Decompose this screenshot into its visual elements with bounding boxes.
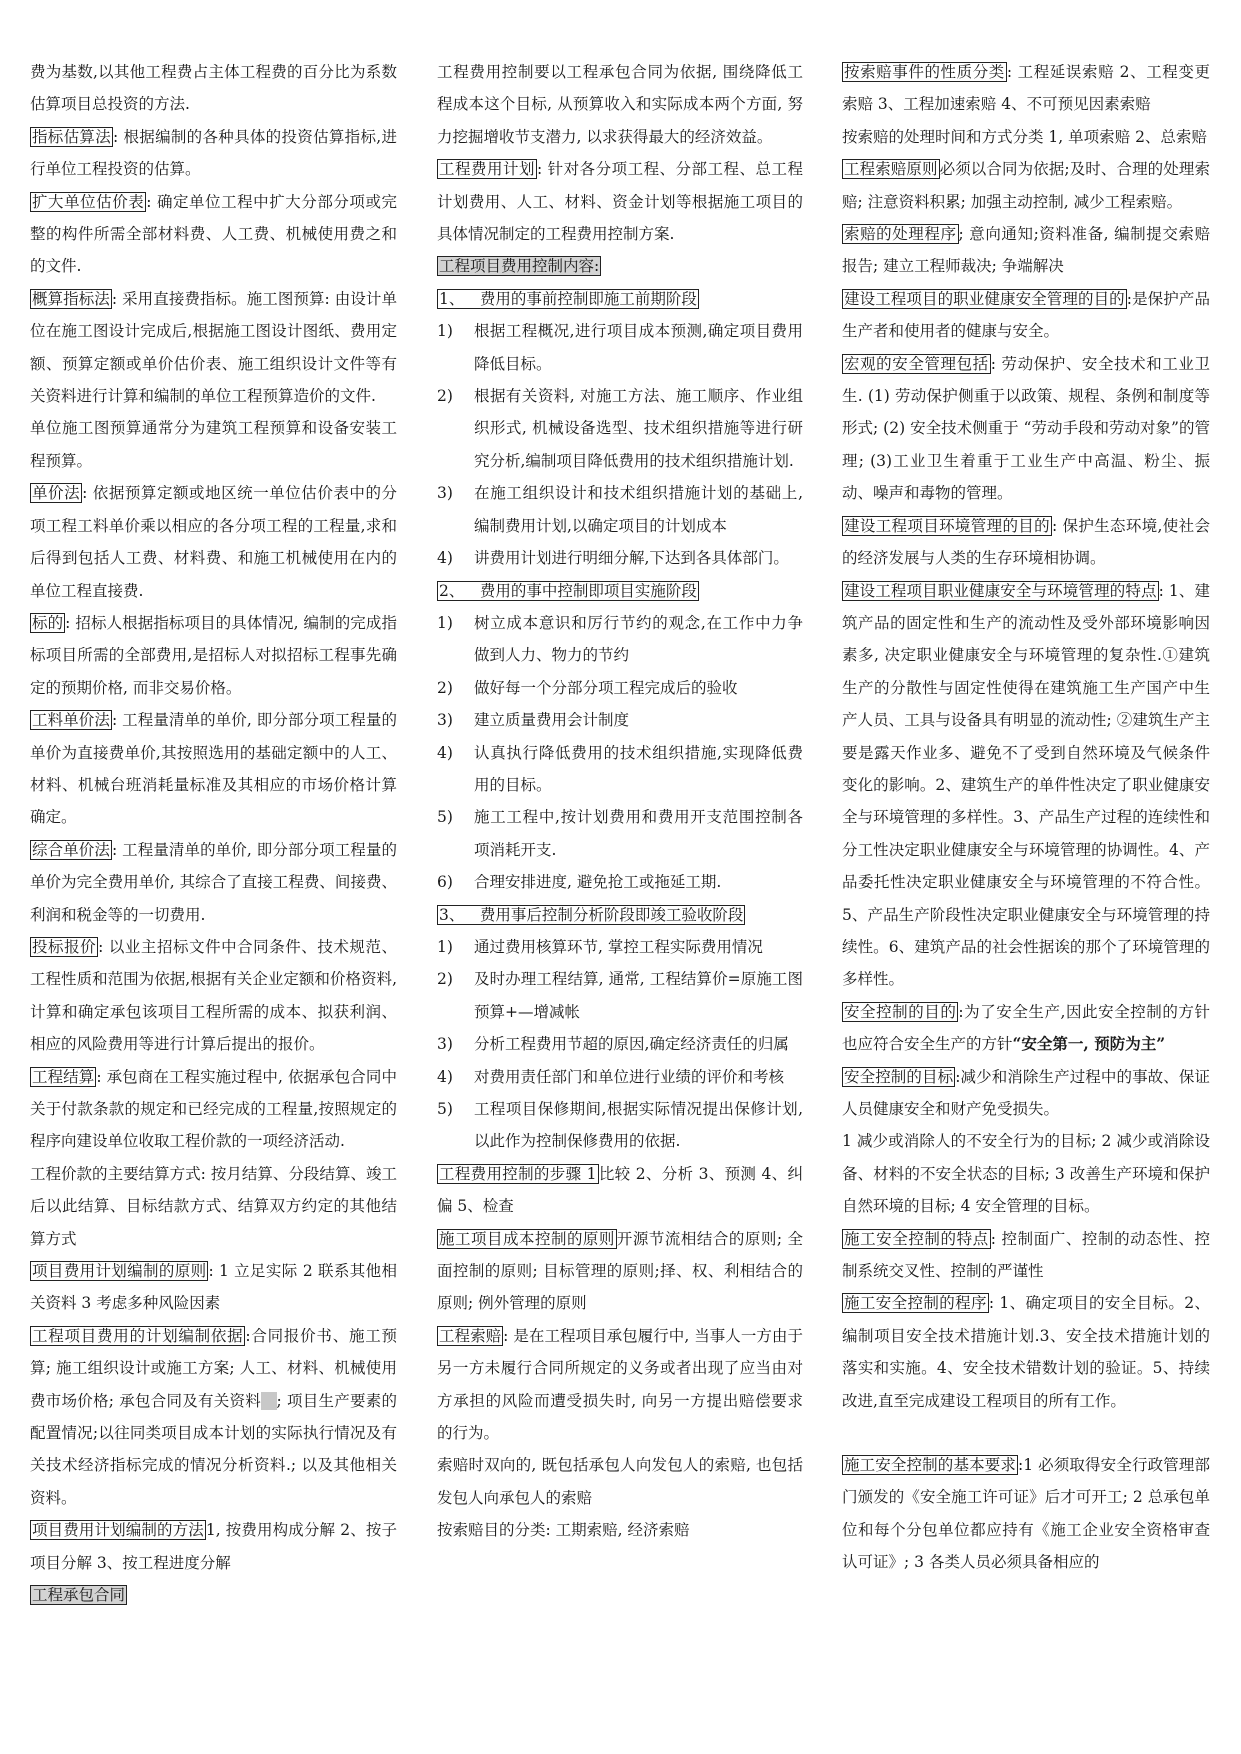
section-heading <box>437 283 803 315</box>
paragraph-text: : 控制面广、控制的动态性、控制系统交叉性、控制的严谨性 <box>842 1229 1210 1281</box>
paragraph <box>30 834 397 931</box>
paragraph-text: ; 项目生产要素的配置情况;以往同类项目成本计划的实际执行情况及有关技术经济指标完成的情况分析资料.; 以及其他相关资料。 <box>30 1391 397 1507</box>
paragraph-text: : 确定单位工程中扩大分部分项或完整的构件所需全部材料费、人工费、机械使用费之和的文件. <box>30 192 397 276</box>
paragraph-text: 开源节流相结合的原则; 全面控制的原则; 目标管理的原则;择、权、利相结合的原则; 例外管理的原则 <box>437 1229 803 1313</box>
paragraph: 工程费用控制要以工程承包合同为依据, 围绕降低工程成本这个目标, 从预算收入和实际成本两个方面, 努力挖掘增收节支潜力, 以求获得最大的经济效益。 <box>437 63 803 146</box>
list-item-number: 4) <box>437 549 453 568</box>
emphasis-text: “安全第一, 预防为主” <box>1012 1034 1166 1054</box>
term-label: 概算指标法 <box>32 289 110 308</box>
list-item <box>437 315 803 380</box>
term-label: 投标报价 <box>32 937 97 956</box>
list-item <box>437 866 803 898</box>
paragraph-text: : 工程延误索赔 2、工程变更索赔 3、工程加速索赔 4、不可预见因素索赔 <box>842 63 1210 114</box>
paragraph-text: : 1、确定项目的安全目标。2、编制项目安全技术措施计划.3、安全技术措施计划的落实和实施。4、安全技术错数计划的验证。5、持续改进,直至完成建设工程项目的所有工作。 <box>842 1294 1210 1410</box>
list-item-text: 认真执行降低费用的技术组织措施,实现降低费用的目标。 <box>474 743 803 794</box>
list-item-number: 3) <box>437 484 453 503</box>
paragraph-text: ; 意向通知;资料准备, 编制提交索赔报告; 建立工程师裁决; 争端解决 <box>842 225 1210 276</box>
paragraph <box>30 121 397 186</box>
list-item <box>437 672 803 704</box>
paragraph-text: : 招标人根据指标项目的具体情况, 编制的完成指标项目所需的全部费用,是招标人对拟招标工程事先确定的预期价格, 而非交易价格。 <box>30 613 397 697</box>
paragraph-text: :是保护产品生产者和使用者的健康与安全。 <box>842 289 1210 341</box>
paragraph <box>842 153 1210 218</box>
paragraph-text: :减少和消除生产过程中的事故、保证人员健康安全和财产免受损失。 <box>842 1067 1210 1118</box>
term-label: 施工安全控制的特点 <box>844 1229 989 1248</box>
paragraph <box>842 1287 1210 1417</box>
term-label: 施工安全控制的基本要求 <box>844 1456 1016 1475</box>
paragraph <box>30 283 397 413</box>
paragraph: 索赔时双向的, 既包括承包人向发包人的索赔, 也包括发包人向承包人的索赔 <box>437 1456 803 1507</box>
term-label: 工程承包合同 <box>32 1586 126 1605</box>
term-label: 工程费用计划 <box>439 160 535 179</box>
blank-line <box>842 1417 1210 1449</box>
term-label: 建设工程项目环境管理的目的 <box>844 516 1050 535</box>
paragraph: 单位施工图预算通常分为建筑工程预算和设备安装工程预算。 <box>30 419 397 470</box>
paragraph <box>437 1223 803 1320</box>
term-label: 工料单价法 <box>32 711 110 730</box>
gray-highlight <box>261 1392 277 1410</box>
paragraph <box>30 477 397 607</box>
paragraph-text: : 1、建筑产品的固定性和生产的流动性及受外部环境影响因素多, 决定职业健康安全与环境管理的复杂性.①建筑生产的分散性与固定性使得在建筑施工生产国产中生产人员、工具与设备具有明显的流动性; ②建筑生产主要是露天作业多、避免不了受到自然环境及气候条件变化的影响。2、建筑生产的单件性决定了职业健康安全与环境管理的多样性。3、产品生产过程的连续性和分工性决定职业健康安全与环境管理的协调性。4、产品委托性决定职业健康安全与环境管理的不符合性。5、产品生产阶段性决定职业健康安全与环境管理的持续性。6、建筑产品的社会性据诶的那个了环境管理的多样性。 <box>842 581 1210 989</box>
term-label: 宏观的安全管理包括 <box>844 354 989 373</box>
list-item-number: 4) <box>437 1067 453 1086</box>
paragraph: 1 减少或消除人的不安全行为的目标; 2 减少或消除设备、材料的不安全状态的目标; 3 改善生产环境和保护自然环境的目标; 4 安全管理的目标。 <box>842 1132 1210 1216</box>
paragraph <box>30 1061 397 1158</box>
paragraph <box>30 607 397 704</box>
list-item-number: 2) <box>437 970 453 989</box>
list-item-number: 5) <box>437 1100 453 1118</box>
term-label: 按索赔事件的性质分类 <box>844 63 1005 81</box>
paragraph <box>842 56 1210 121</box>
paragraph <box>842 1223 1210 1288</box>
term-label: 扩大单位估价表 <box>32 192 145 211</box>
column-right <box>842 56 1210 1579</box>
paragraph <box>437 1158 803 1223</box>
term-label: 项目费用计划编制的方法 <box>32 1521 204 1540</box>
list-item-number: 1) <box>437 937 453 956</box>
paragraph <box>842 348 1210 510</box>
paragraph-text: : 是在工程项目承包履行中, 当事人一方由于另一方未履行合同所规定的义务或者出现了应当由对方承担的风险而遭受损失时, 向另一方提出赔偿要求的行为。 <box>437 1326 803 1443</box>
list-item-number: 6) <box>437 873 453 892</box>
term-label: 综合单价法 <box>32 840 110 859</box>
list <box>437 931 803 1158</box>
list-item <box>437 931 803 963</box>
list-item-number: 1) <box>437 322 453 341</box>
column-middle <box>437 56 803 1547</box>
paragraph <box>437 1320 803 1450</box>
term-label: 1、 费用的事前控制即施工前期阶段 <box>439 289 697 308</box>
paragraph-text: : 工程量清单的单价, 即分部分项工程量的单价为直接费单价,其按照选用的基础定额中的人工、材料、机械台班消耗量标准及其相应的市场价格计算确定。 <box>30 711 397 827</box>
paragraph-text: :1 必须取得安全行政管理部门颁发的《安全施工许可证》后才可开工; 2 总承包单位和每个分包单位都应持有《施工企业安全资格审查认可证》; 3 各类人员必须具备相应的 <box>842 1456 1210 1572</box>
paragraph: 工程价款的主要结算方式: 按月结算、分段结算、竣工后以此结算、目标结款方式、结算双方约定的其他结算方式 <box>30 1164 397 1248</box>
paragraph <box>30 186 397 283</box>
list-item-text: 工程项目保修期间,根据实际情况提出保修计划, 以此作为控制保修费用的依据. <box>474 1100 803 1151</box>
paragraph-text: : 工程量清单的单价, 即分部分项工程量的单价为完全费用单价, 其综合了直接工程费、间接费、利润和税金等的一切费用. <box>30 840 397 924</box>
list-item-text: 及时办理工程结算, 通常, 工程结算价=原施工图预算+—增减帐 <box>474 970 803 1021</box>
list-item-number: 5) <box>437 808 453 827</box>
term-label: 工程费用控制的步骤 1 <box>439 1164 597 1183</box>
paragraph <box>842 575 1210 996</box>
column-left <box>30 56 397 1612</box>
list-item-text: 在施工组织设计和技术组织措施计划的基础上, 编制费用计划,以确定项目的计划成本 <box>474 484 803 535</box>
paragraph-text: : 依据预算定额或地区统一单位估价表中的分项工程工料单价乘以相应的各分项工程的工程量,求和后得到包括人工费、材料费、和施工机械使用在内的单位工程直接费. <box>30 484 397 600</box>
paragraph <box>842 1449 1210 1579</box>
paragraph <box>30 931 397 1061</box>
term-label: 工程索赔原则 <box>844 160 938 179</box>
term-label: 单价法 <box>32 484 81 503</box>
list-item-number: 1) <box>437 613 453 632</box>
term-label: 标的 <box>32 613 64 632</box>
paragraph <box>437 250 803 282</box>
section-heading <box>437 575 803 607</box>
paragraph-text: :为了安全生产,因此安全控制的方针也应符合安全生产的方针 <box>842 1002 1210 1054</box>
term-label: 施工项目成本控制的原则 <box>439 1229 615 1248</box>
list-item <box>437 1093 803 1158</box>
list-item <box>437 477 803 542</box>
paragraph-text: 1, 按费用构成分解 2、按子项目分解 3、按工程进度分解 <box>30 1521 397 1572</box>
paragraph-text: : 以业主招标文件中合同条件、技术规范、工程性质和范围为依据,根据有关企业定额和价格资料,计算和确定承包该项目工程所需的成本、拟获利润、相应的风险费用等进行计算后提出的报价。 <box>30 937 397 1054</box>
paragraph-text: : 承包商在工程实施过程中, 依据承包合同中关于付款条款的规定和已经完成的工程量,按照规定的程序向建设单位收取工程价款的一项经济活动. <box>30 1067 397 1151</box>
paragraph-text: 必须以合同为依据;及时、合理的处理索赔; 注意资料积累; 加强主动控制, 减少工程索赔。 <box>842 160 1210 211</box>
list-item-text: 树立成本意识和厉行节约的观念,在工作中力争做到人力、物力的节约 <box>474 613 803 665</box>
list-item <box>437 542 803 574</box>
paragraph <box>30 1320 397 1514</box>
term-label: 安全控制的目标 <box>844 1067 954 1086</box>
paragraph <box>30 704 397 834</box>
list-item-number: 3) <box>437 1035 453 1054</box>
term-label: 索赔的处理程序 <box>844 225 957 244</box>
paragraph <box>30 1255 397 1320</box>
list-item-text: 分析工程费用节超的原因,确定经济责任的归属 <box>474 1035 789 1054</box>
paragraph <box>437 153 803 250</box>
paragraph <box>842 218 1210 283</box>
list-item <box>437 380 803 477</box>
term-label: 工程项目费用的计划编制依据 <box>32 1326 244 1345</box>
list-item-text: 对费用责任部门和单位进行业绩的评价和考核 <box>474 1067 785 1086</box>
list-item-number: 2) <box>437 678 453 697</box>
term-label: 施工安全控制的程序 <box>844 1294 987 1313</box>
list-item <box>437 704 803 736</box>
term-label: 2、 费用的事中控制即项目实施阶段 <box>439 581 697 600</box>
paragraph-text: : 针对各分项工程、分部工程、总工程计划费用、人工、材料、资金计划等根据施工项目的具体情况制定的工程费用控制方案. <box>437 160 803 244</box>
term-label: 工程索赔 <box>439 1326 502 1345</box>
paragraph-text: : 采用直接费指标。施工图预算: 由设计单位在施工图设计完成后,根据施工图设计图纸、费用定额、预算定额或单价估价表、施工组织设计文件等有关资料进行计算和编制的单位工程预算造价的文件. <box>30 289 397 406</box>
term-label: 指标估算法 <box>32 127 112 146</box>
list-item-text: 合理安排进度, 避免抢工或拖延工期. <box>474 873 722 892</box>
paragraph: 按索赔的处理时间和方式分类 1, 单项索赔 2、总索赔 <box>842 127 1207 146</box>
paragraph-text: : 1 立足实际 2 联系其他相关资料 3 考虑多种风险因素 <box>30 1262 397 1313</box>
list-item-number: 4) <box>437 743 453 762</box>
term-label: 项目费用计划编制的原则 <box>32 1262 207 1281</box>
list-item-text: 根据工程概况,进行项目成本预测,确定项目费用降低目标。 <box>474 322 803 373</box>
paragraph: 费为基数,以其他工程费占主体工程费的百分比为系数估算项目总投资的方法. <box>30 63 397 114</box>
paragraph-text: : 保护生态环境,使社会的经济发展与人类的生存环境相协调。 <box>842 516 1210 568</box>
list <box>437 607 803 899</box>
term-label: 安全控制的目的 <box>844 1002 957 1021</box>
paragraph <box>842 1061 1210 1126</box>
list-item <box>437 1028 803 1060</box>
paragraph: 按索赔目的分类: 工期索赔, 经济索赔 <box>437 1521 690 1540</box>
term-label: 建设工程项目职业健康安全与环境管理的特点 <box>844 581 1157 600</box>
list-item-text: 讲费用计划进行明细分解,下达到各具体部门。 <box>474 549 789 568</box>
list <box>437 315 803 574</box>
list-item-number: 2) <box>437 387 453 406</box>
list-item-text: 做好每一个分部分项工程完成后的验收 <box>474 678 738 697</box>
term-label: 工程结算 <box>32 1067 95 1086</box>
paragraph <box>30 1579 397 1611</box>
paragraph-text: 比较 2、分析 3、预测 4、纠偏 5、检查 <box>437 1164 803 1216</box>
paragraph-text: : 劳动保护、安全技术和工业卫生. (1) 劳动保护侧重于以政策、规程、条例和制度等形式; (2) 安全技术侧重于 “劳动手段和劳动对象”的管理; (3)工业卫生着重于工业生产中高温、粉尘、振动、噪声和毒物的管理。 <box>842 354 1210 503</box>
list-item <box>437 737 803 802</box>
list-item <box>437 607 803 672</box>
list-item-number: 3) <box>437 711 453 730</box>
term-label: 工程项目费用控制内容: <box>439 257 600 276</box>
paragraph <box>30 1514 397 1579</box>
list-item <box>437 963 803 1028</box>
list-item <box>437 1061 803 1093</box>
paragraph-text: :合同报价书、施工预算; 施工组织设计或施工方案; 人工、材料、机械使用费市场价格; 承包合同及有关资料 <box>30 1326 397 1410</box>
paragraph <box>842 283 1210 348</box>
paragraph-text: : 根据编制的各种具体的投资估算指标,进行单位工程投资的估算。 <box>30 127 397 179</box>
term-label: 建设工程项目的职业健康安全管理的目的 <box>844 289 1125 308</box>
list-item-text: 根据有关资料, 对施工方法、施工顺序、作业组织形式, 机械设备选型、技术组织措施等进行研究分析,编制项目降低费用的技术组织措施计划. <box>474 387 803 470</box>
list-item-text: 通过费用核算环节, 掌控工程实际费用情况 <box>474 937 763 956</box>
list-item-text: 建立质量费用会计制度 <box>474 711 630 730</box>
section-heading <box>437 899 803 931</box>
paragraph <box>842 510 1210 575</box>
term-label: 3、 费用事后控制分析阶段即竣工验收阶段 <box>439 905 744 924</box>
list-item-text: 施工工程中,按计划费用和费用开支范围控制各项消耗开支. <box>474 808 803 859</box>
paragraph <box>842 996 1210 1061</box>
list-item <box>437 801 803 866</box>
